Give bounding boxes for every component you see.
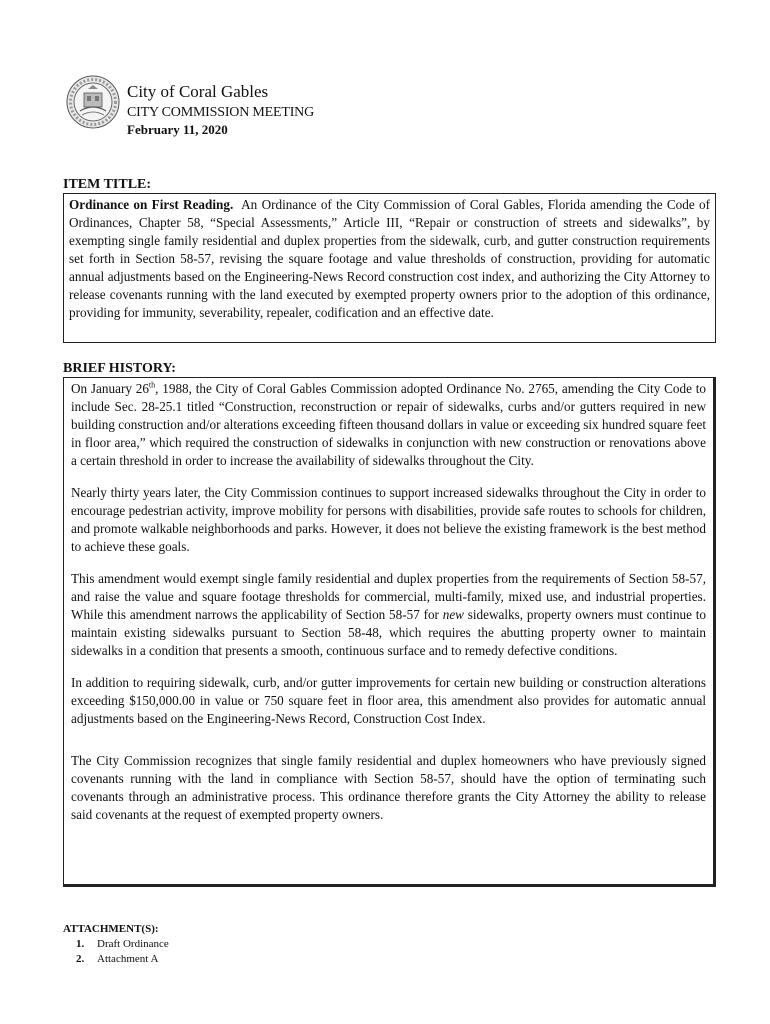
attachment-item: 2. Attachment A <box>87 952 169 967</box>
item-title-label: ITEM TITLE: <box>63 177 152 192</box>
history-paragraph-4: In addition to requiring sidewalk, curb, and/or gutter improvements for certain new building or construction alterations exceeding $150,000.00 in value or 750 square feet in floor area, this amendment also provides for automatic annual adjustments based on the Engineering-News Record, Construction Cost Index. <box>71 675 706 726</box>
attachments <box>63 922 169 967</box>
attachments-list <box>63 937 169 967</box>
history-p3-rest: sidewalks, property owners must continue to maintain existing sidewalks pursuant to Section 58-48, which requires the abutting property owner to maintain sidewalks in a condition that presents a smooth, continuous surface and to remedy defective conditions. <box>71 607 707 658</box>
item-title-body: An Ordinance of the City Commission of Coral Gables, Florida amending the Code of Ordinances, Chapter 58, “Special Assessments,” Article III, “Repair or construction of streets and sidewalks”, by exempting single family residential and duplex properties from the sidewalk, curb, and gutter construction requirements set forth in Section 58-57, revising the square footage and value thresholds of construction, providing for automatic annual adjustments based on the Engineering-News Record construction cost index, and authorizing the City Attorney to release covenants running with the land executed by exempted property owners prior to the adoption of this ordinance, providing for immunity, severability, repealer, codification and an effective date. <box>69 197 710 320</box>
header <box>127 83 314 137</box>
brief-history-box <box>63 377 716 887</box>
attachment-item: 1. Draft Ordinance <box>87 937 169 952</box>
attachments-label: ATTACHMENT(S): <box>63 923 159 935</box>
history-paragraph-5: The City Commission recognizes that single family residential and duplex homeowners who have previously signed covenants running with the land in compliance with Section 58-57, should have the option of terminating such covenants through an administrative process. This ordinance therefore grants the City Attorney the ability to release said covenants at the request of exempted property owners. <box>71 753 706 822</box>
city-name: City of Coral Gables <box>127 82 269 101</box>
history-p3-start: This amendment would exempt single family residential and duplex properties from the requirements of Section 58-57, and raise the value and square footage thresholds for commercial, multi-family, mixed use, and industrial properties. While this amendment narrows the applicability of Section 58-57 for <box>71 571 706 622</box>
history-paragraph-2: Nearly thirty years later, the City Commission continues to support increased sidewalks throughout the City in order to encourage pedestrian activity, improve mobility for persons with disabilities, provide safe routes to schools for children, and promote walkable neighborhoods and parks. However, it does not believe the existing framework is the best method to achieve these goals. <box>71 485 706 554</box>
item-title-text <box>69 196 710 322</box>
history-p1-start: On January 26 <box>71 381 149 396</box>
history-p1-rest: , 1988, the City of Coral Gables Commission adopted Ordinance No. 2765, amending the City Code to include Sec. 28-25.1 titled “Construction, reconstruction or repair of sidewalks, curbs and/or gutters required in new building construction and/or alterations exceeding fifteen thousand dollars in value or exceeding six hundred square feet in floor area,” which required the construction of sidewalks in conjunction with new construction or renovations above a certain threshold in order to increase the availability of sidewalks throughout the City. <box>71 381 706 468</box>
history-paragraph-3 <box>71 570 706 660</box>
city-seal-icon <box>66 75 120 129</box>
history-p3-em: new <box>442 607 464 622</box>
meeting-date: February 11, 2020 <box>127 122 228 138</box>
item-title-lead: Ordinance on First Reading. <box>69 197 234 212</box>
meeting-name: CITY COMMISSION MEETING <box>127 104 314 120</box>
history-p1-sup: th <box>148 380 156 390</box>
brief-history-label: BRIEF HISTORY: <box>63 361 176 376</box>
item-title-box <box>63 193 716 343</box>
history-paragraph-1 <box>71 380 706 470</box>
